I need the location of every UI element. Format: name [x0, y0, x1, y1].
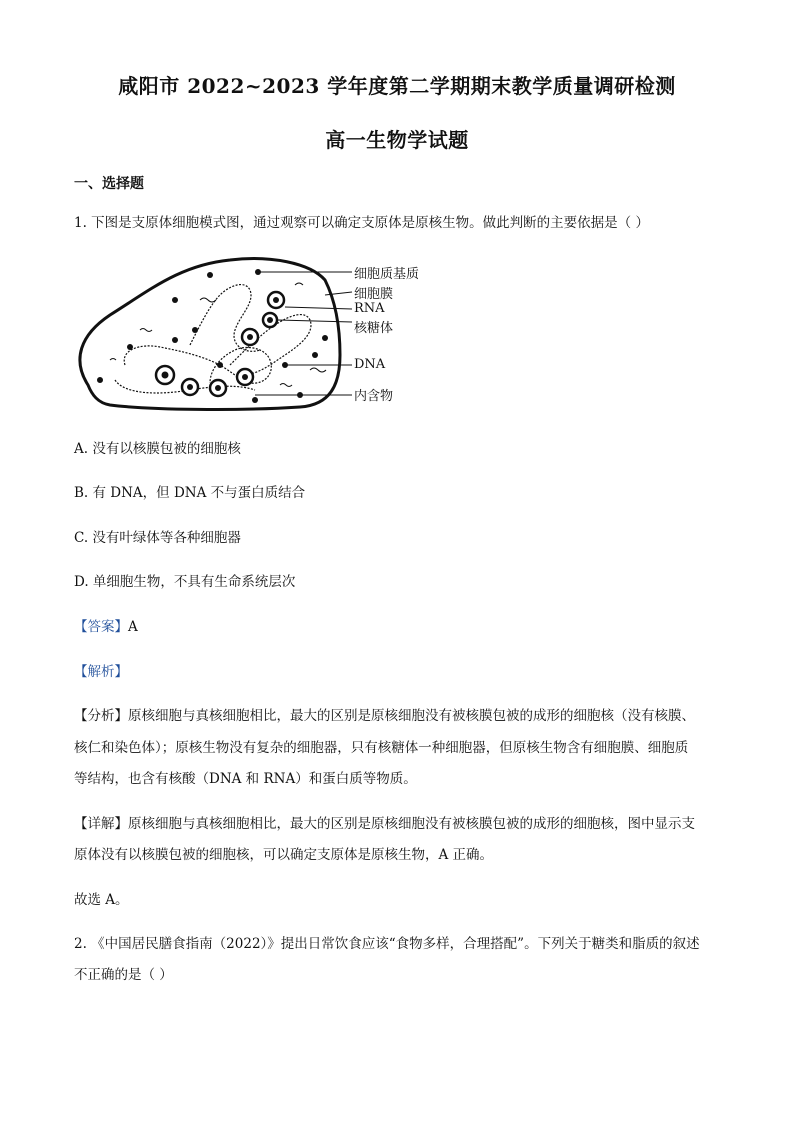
label-rna: RNA	[354, 301, 385, 316]
fenxi-line-3: 等结构，也含有核酸（DNA 和 RNA）和蛋白质等物质。	[74, 771, 417, 787]
exam-subtitle: 高一生物学试题	[325, 128, 469, 152]
question-2-line-2: 不正确的是（ ）	[74, 967, 173, 983]
option-a: A. 没有以核膜包被的细胞核	[74, 441, 241, 457]
label-cell-membrane: 细胞膜	[354, 287, 394, 302]
option-b: B. 有 DNA，但 DNA 不与蛋白质结合	[74, 485, 306, 501]
xiangjie-line-2: 原体没有以核膜包被的细胞核，可以确定支原体是原核生物，A 正确。	[74, 847, 494, 863]
mycoplasma-cell-figure	[70, 255, 440, 415]
analysis-heading	[74, 662, 128, 682]
xiangjie-line-1	[74, 814, 695, 834]
conclusion: 故选 A。	[74, 892, 129, 908]
question-2-line-1: 2. 《中国居民膳食指南（2022）》提出日常饮食应该“食物多样，合理搭配”。下列关于糖类和脂质的叙述	[74, 936, 700, 952]
answer-value: A	[128, 619, 138, 635]
answer-tag: 【答案】	[74, 619, 128, 635]
xiangjie-text-1: 原核细胞与真核细胞相比，最大的区别是原核细胞没有被核膜包被的成形的细胞核，图中显示支	[128, 816, 695, 832]
xiangjie-tag: 【详解】	[74, 816, 128, 832]
label-cytoplasm-matrix: 细胞质基质	[354, 267, 420, 282]
fenxi-text-1: 原核细胞与真核细胞相比，最大的区别是原核细胞没有被核膜包被的成形的细胞核（没有核膜、	[128, 708, 695, 724]
option-d: D. 单细胞生物，不具有生命系统层次	[74, 574, 296, 590]
exam-title: 咸阳市 2022~2023 学年度第二学期期末教学质量调研检测	[118, 74, 676, 98]
label-ribosome: 核糖体	[354, 321, 394, 336]
fenxi-tag: 【分析】	[74, 708, 128, 724]
fenxi-line-1	[74, 706, 695, 726]
analysis-tag: 【解析】	[74, 664, 128, 680]
section-heading: 一、选择题	[74, 176, 144, 192]
fenxi-line-2: 核仁和染色体）；原核生物没有复杂的细胞器，只有核糖体一种细胞器，但原核生物含有细胞膜、细胞质	[74, 740, 689, 756]
answer-line	[74, 617, 138, 637]
label-inclusion: 内含物	[354, 389, 394, 404]
option-c: C. 没有叶绿体等各种细胞器	[74, 530, 241, 546]
label-dna: DNA	[354, 357, 386, 372]
question-1-stem: 1. 下图是支原体细胞模式图，通过观察可以确定支原体是原核生物。做此判断的主要依据是（ ）	[74, 215, 649, 231]
